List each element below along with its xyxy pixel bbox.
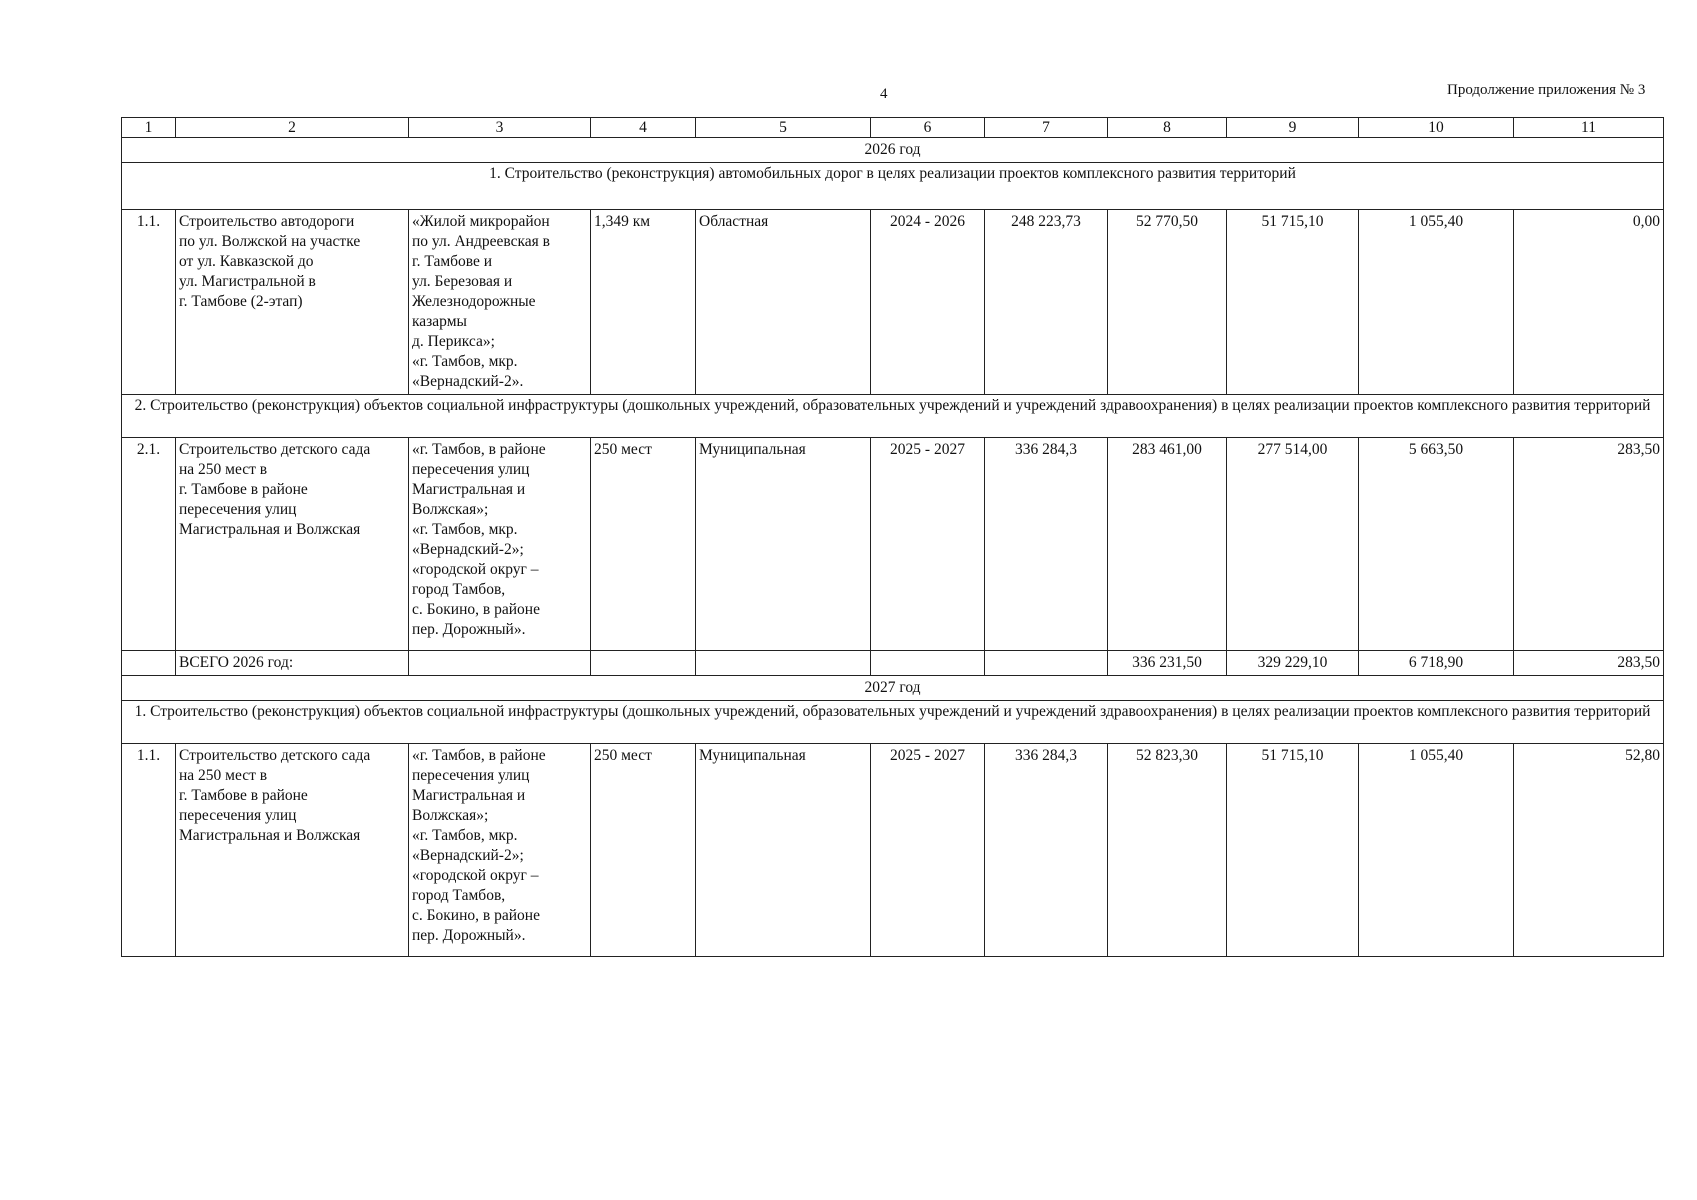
- value-col10: 1 055,40: [1359, 210, 1514, 395]
- text-line: Строительство автодороги: [179, 213, 355, 230]
- text-line: «г. Тамбов, мкр.: [412, 353, 518, 370]
- text-line: «городской округ –: [412, 867, 539, 884]
- value-col9: 51 715,10: [1227, 744, 1359, 957]
- table-row: [122, 438, 1664, 651]
- text-line: г. Тамбове и: [412, 253, 493, 270]
- appendix-table: [121, 117, 1664, 957]
- section-row: [122, 163, 1664, 210]
- empty-cell: [985, 651, 1108, 676]
- cost: 248 223,73: [985, 210, 1108, 395]
- value-col9: 277 514,00: [1227, 438, 1359, 651]
- ownership: Муниципальная: [696, 438, 871, 651]
- text-line: город Тамбов,: [412, 887, 506, 904]
- total-col9: 329 229,10: [1227, 651, 1359, 676]
- section-row: [122, 395, 1664, 438]
- col-header: 8: [1108, 118, 1227, 138]
- col-header: 11: [1514, 118, 1664, 138]
- text-line: г. Тамбове в районе: [179, 787, 308, 804]
- text-line: пересечения улиц: [179, 807, 297, 824]
- text-line: пересечения улиц: [412, 461, 530, 478]
- empty-cell: [409, 651, 591, 676]
- object-location: [409, 438, 591, 651]
- value-col11: 52,80: [1514, 744, 1664, 957]
- continuation-label: Продолжение приложения № 3: [1447, 82, 1646, 98]
- col-header: 1: [122, 118, 176, 138]
- text-line: Железнодорожные: [412, 293, 536, 310]
- ownership: Муниципальная: [696, 744, 871, 957]
- text-line: «г. Тамбов, мкр.: [412, 827, 518, 844]
- value-col10: 1 055,40: [1359, 744, 1514, 957]
- capacity: 250 мест: [591, 438, 696, 651]
- object-name: [176, 744, 409, 957]
- row-number: 2.1.: [122, 438, 176, 651]
- empty-cell: [871, 651, 985, 676]
- value-col11: 0,00: [1514, 210, 1664, 395]
- text-line: казармы: [412, 313, 467, 330]
- value-col8: 283 461,00: [1108, 438, 1227, 651]
- empty-cell: [696, 651, 871, 676]
- year-row-2027: [122, 676, 1664, 701]
- text-line: Волжская»;: [412, 501, 489, 518]
- text-line: пересечения улиц: [412, 767, 530, 784]
- year-title: 2027 год: [122, 676, 1664, 701]
- cost: 336 284,3: [985, 744, 1108, 957]
- page-number: 4: [880, 86, 888, 102]
- col-header: 5: [696, 118, 871, 138]
- total-col10: 6 718,90: [1359, 651, 1514, 676]
- text-line: ул. Березовая и: [412, 273, 513, 290]
- period: 2024 - 2026: [871, 210, 985, 395]
- text-line: г. Тамбове в районе: [179, 481, 308, 498]
- text-line: «Вернадский-2»;: [412, 541, 524, 558]
- object-location: [409, 744, 591, 957]
- value-col10: 5 663,50: [1359, 438, 1514, 651]
- text-line: с. Бокино, в районе: [412, 907, 540, 924]
- total-col11: 283,50: [1514, 651, 1664, 676]
- period: 2025 - 2027: [871, 744, 985, 957]
- row-number: 1.1.: [122, 744, 176, 957]
- text-line: «Жилой микрорайон: [412, 213, 550, 230]
- text-line: «городской округ –: [412, 561, 539, 578]
- col-header: 2: [176, 118, 409, 138]
- row-number: 1.1.: [122, 210, 176, 395]
- value-col8: 52 823,30: [1108, 744, 1227, 957]
- capacity: 1,349 км: [591, 210, 696, 395]
- empty-cell: [122, 651, 176, 676]
- text-line: от ул. Кавказской до: [179, 253, 314, 270]
- value-col8: 52 770,50: [1108, 210, 1227, 395]
- capacity: 250 мест: [591, 744, 696, 957]
- period: 2025 - 2027: [871, 438, 985, 651]
- text-line: Строительство детского сада: [179, 747, 371, 764]
- text-line: пересечения улиц: [179, 501, 297, 518]
- column-number-row: [122, 118, 1664, 138]
- text-line: по ул. Андреевская в: [412, 233, 550, 250]
- object-location: [409, 210, 591, 395]
- year-title: 2026 год: [122, 138, 1664, 163]
- text-line: пер. Дорожный».: [412, 927, 526, 944]
- text-line: Магистральная и: [412, 481, 526, 498]
- text-line: пер. Дорожный».: [412, 621, 526, 638]
- text-line: г. Тамбове (2-этап): [179, 293, 303, 310]
- text-line: «г. Тамбов, в районе: [412, 441, 546, 458]
- text-line: д. Перикса»;: [412, 333, 495, 350]
- value-col9: 51 715,10: [1227, 210, 1359, 395]
- col-header: 9: [1227, 118, 1359, 138]
- section-row: [122, 701, 1664, 744]
- col-header: 3: [409, 118, 591, 138]
- text-line: «Вернадский-2»;: [412, 847, 524, 864]
- text-line: ул. Магистральной в: [179, 273, 316, 290]
- text-line: Магистральная и Волжская: [179, 827, 361, 844]
- text-line: на 250 мест в: [179, 461, 268, 478]
- section-title: 1. Строительство (реконструкция) объектов социальной инфраструктуры (дошкольных учреждений, образовательных учреждений и учреждений здравоохранения) в целях реализации проектов комплексного развития территорий: [122, 701, 1664, 744]
- section-title: 1. Строительство (реконструкция) автомобильных дорог в целях реализации проектов комплексного развития территорий: [122, 163, 1664, 210]
- table-row: [122, 210, 1664, 395]
- text-line: Магистральная и: [412, 787, 526, 804]
- col-header: 4: [591, 118, 696, 138]
- value-col11: 283,50: [1514, 438, 1664, 651]
- text-line: «г. Тамбов, мкр.: [412, 521, 518, 538]
- col-header: 10: [1359, 118, 1514, 138]
- year-row-2026: [122, 138, 1664, 163]
- object-name: [176, 438, 409, 651]
- text-line: с. Бокино, в районе: [412, 601, 540, 618]
- text-line: город Тамбов,: [412, 581, 506, 598]
- total-col8: 336 231,50: [1108, 651, 1227, 676]
- col-header: 6: [871, 118, 985, 138]
- text-line: на 250 мест в: [179, 767, 268, 784]
- text-line: Строительство детского сада: [179, 441, 371, 458]
- section-title: 2. Строительство (реконструкция) объектов социальной инфраструктуры (дошкольных учреждений, образовательных учреждений и учреждений здравоохранения) в целях реализации проектов комплексного развития территорий: [122, 395, 1664, 438]
- cost: 336 284,3: [985, 438, 1108, 651]
- col-header: 7: [985, 118, 1108, 138]
- empty-cell: [591, 651, 696, 676]
- ownership: Областная: [696, 210, 871, 395]
- text-line: по ул. Волжской на участке: [179, 233, 361, 250]
- table-row: [122, 744, 1664, 957]
- text-line: «Вернадский-2».: [412, 373, 524, 390]
- object-name: [176, 210, 409, 395]
- total-row: [122, 651, 1664, 676]
- total-label: ВСЕГО 2026 год:: [176, 651, 409, 676]
- text-line: Магистральная и Волжская: [179, 521, 361, 538]
- text-line: «г. Тамбов, в районе: [412, 747, 546, 764]
- text-line: Волжская»;: [412, 807, 489, 824]
